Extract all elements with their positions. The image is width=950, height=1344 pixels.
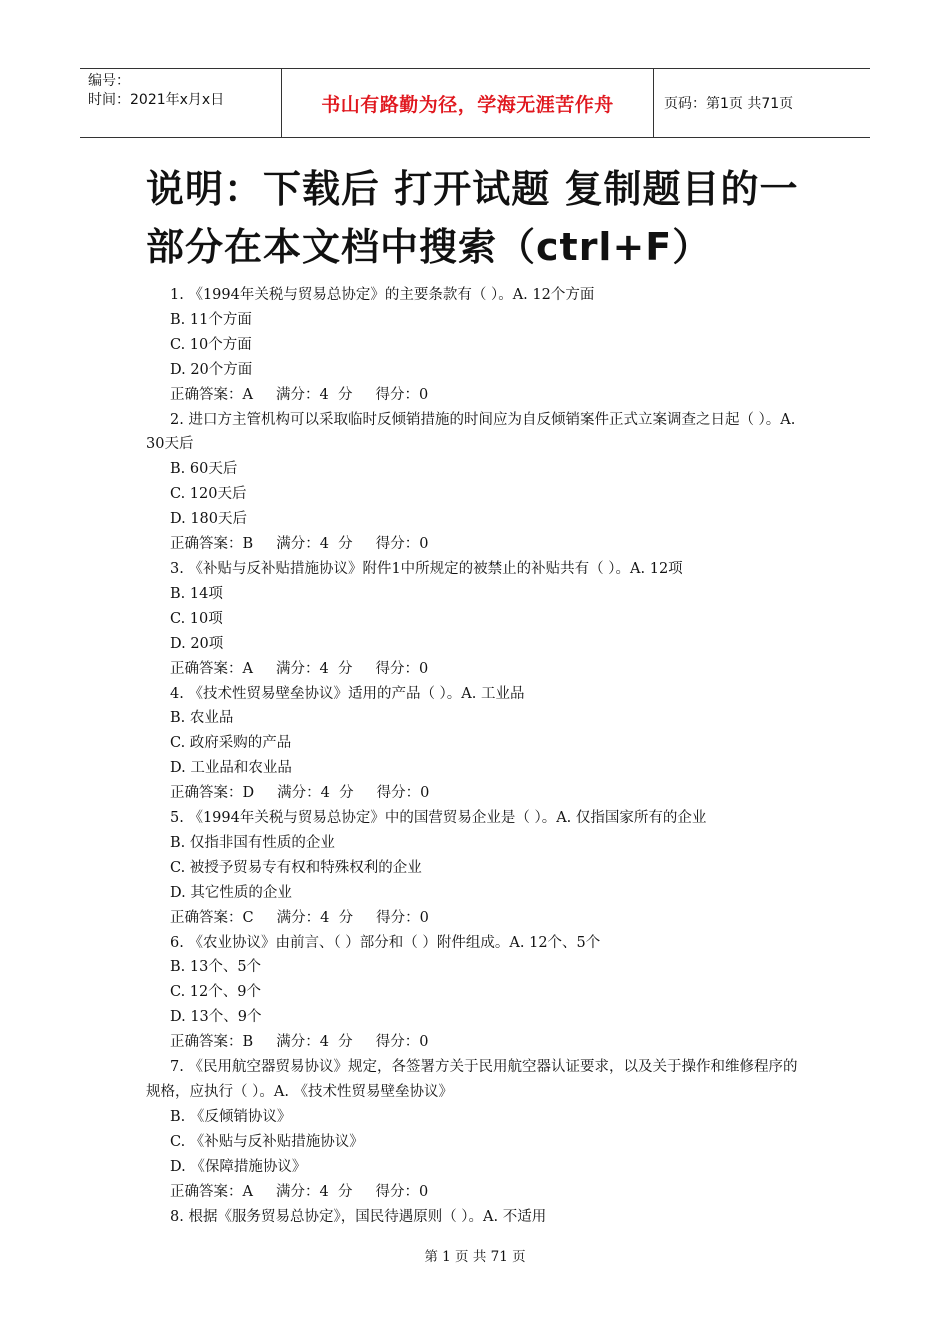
answer-option: B. 14项 (170, 585, 223, 602)
header-page-info: 页码：第1页 共71页 (664, 96, 794, 112)
header-motto: 书山有路勤为径，学海无涯苦作舟 (282, 69, 654, 137)
number-label: 编号： (88, 73, 130, 89)
answer-option: D. 工业品和农业品 (170, 760, 292, 777)
answer-option: C. 政府采购的产品 (170, 735, 292, 752)
correct-answer-line: 正确答案：A 满分：4 分 得分：0 (170, 1183, 429, 1200)
question-text: 4. 《技术性贸易壁垒协议》适用的产品（ ）。A. 工业品 (170, 685, 525, 702)
answer-option: C. 被授予贸易专有权和特殊权利的企业 (170, 859, 422, 876)
page-footer: 第 1 页 共 71 页 (424, 1249, 526, 1265)
answer-option: B. 13个、5个 (170, 959, 262, 976)
answer-option: C. 10项 (170, 610, 223, 627)
question-text: 2. 进口方主管机构可以采取临时反倾销措施的时间应为自反倾销案件正式立案调查之日起（ ）。A. 30天后 (146, 411, 796, 453)
time-label: 时间：2021年x月x日 (88, 92, 225, 108)
answer-option: D. 20项 (170, 635, 224, 652)
answer-option: B. 仅指非国有性质的企业 (170, 834, 335, 851)
question-text: 6. 《农业协议》由前言、（ ）部分和（ ）附件组成。A. 12个、5个 (170, 934, 601, 951)
question-text: 8. 根据《服务贸易总协定》，国民待遇原则（ ）。A. 不适用 (170, 1208, 547, 1225)
answer-option: D. 《保障措施协议》 (170, 1158, 307, 1175)
answer-option: C. 120天后 (170, 486, 247, 503)
page-title: 说明：下载后 打开试题 复制题目的一部分在本文档中搜索（ctrl+F） (146, 167, 799, 269)
question-text: 7. 《民用航空器贸易协议》规定，各签署方关于民用航空器认证要求，以及关于操作和维修程序的规格，应执行（ ）。A. 《技术性贸易壁垒协议》 (146, 1059, 798, 1100)
question-text: 1. 《1994年关税与贸易总协定》的主要条款有（ ）。A. 12个方面 (170, 287, 595, 303)
correct-answer-line: 正确答案：A 满分：4 分 得分：0 (170, 386, 429, 403)
correct-answer-line: 正确答案：C 满分：4 分 得分：0 (170, 909, 429, 926)
answer-option: C. 《补贴与反补贴措施协议》 (170, 1133, 364, 1150)
correct-answer-line: 正确答案：A 满分：4 分 得分：0 (170, 660, 429, 677)
answer-option: B. 农业品 (170, 710, 234, 727)
document-header (80, 68, 870, 138)
answer-option: B. 11个方面 (170, 311, 252, 328)
answer-option: C. 10个方面 (170, 336, 252, 353)
answer-option: D. 其它性质的企业 (170, 884, 292, 901)
answer-option: B. 60天后 (170, 461, 238, 478)
header-meta (80, 69, 282, 137)
question-text: 3. 《补贴与反补贴措施协议》附件1中所规定的被禁止的补贴共有（ ）。A. 12项 (170, 560, 683, 577)
correct-answer-line: 正确答案：B 满分：4 分 得分：0 (170, 1034, 429, 1051)
question-list (146, 283, 811, 1229)
answer-option: D. 180天后 (170, 511, 248, 528)
correct-answer-line: 正确答案：D 满分：4 分 得分：0 (170, 785, 430, 802)
answer-option: B. 《反倾销协议》 (170, 1108, 292, 1125)
answer-option: D. 20个方面 (170, 361, 253, 378)
answer-option: C. 12个、9个 (170, 984, 261, 1001)
answer-option: D. 13个、9个 (170, 1009, 262, 1026)
question-text: 5. 《1994年关税与贸易总协定》中的国营贸易企业是（ ）。A. 仅指国家所有的企业 (170, 810, 707, 827)
correct-answer-line: 正确答案：B 满分：4 分 得分：0 (170, 536, 429, 553)
